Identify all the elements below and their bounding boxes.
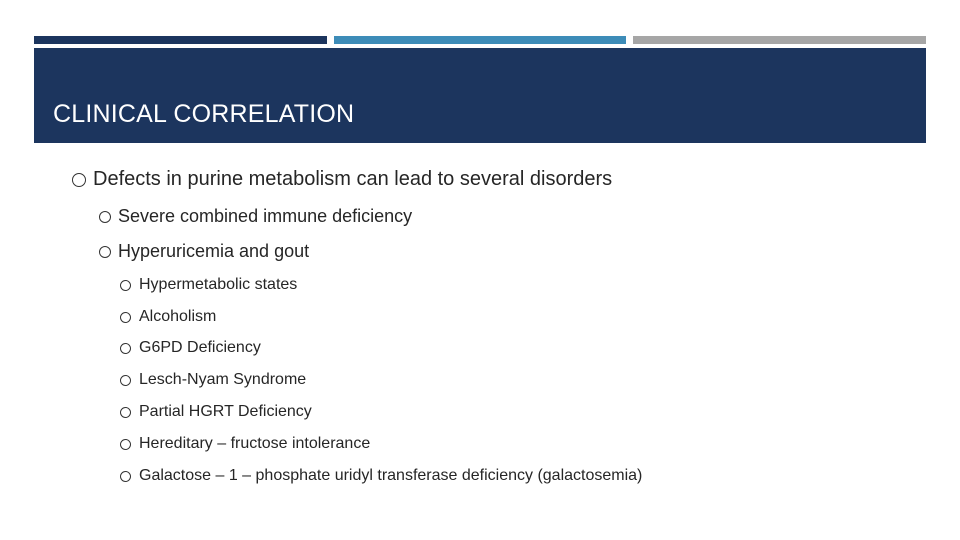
hollow-circle-icon bbox=[99, 246, 111, 258]
bullet-gout-cause bbox=[120, 308, 216, 326]
bullet-text: Partial HGRT Deficiency bbox=[139, 403, 312, 420]
bullet-text: Defects in purine metabolism can lead to several disorders bbox=[93, 168, 613, 190]
bullet-text: Galactose – 1 – phosphate uridyl transferase deficiency (galactosemia) bbox=[139, 467, 643, 484]
hollow-circle-icon bbox=[99, 211, 111, 223]
hollow-circle-icon bbox=[120, 471, 131, 482]
hollow-circle-icon bbox=[72, 173, 86, 187]
hollow-circle-icon bbox=[120, 439, 131, 450]
bullet-gout-cause bbox=[120, 467, 642, 485]
bullet-text: G6PD Deficiency bbox=[139, 339, 261, 356]
bullet-text: Hypermetabolic states bbox=[139, 276, 298, 293]
bullet-disorder bbox=[99, 206, 412, 227]
bullet-gout-cause bbox=[120, 339, 261, 357]
hollow-circle-icon bbox=[120, 280, 131, 291]
bullet-gout-cause bbox=[120, 371, 306, 389]
hollow-circle-icon bbox=[120, 312, 131, 323]
bullet-gout-cause bbox=[120, 276, 297, 294]
bullet-disorder bbox=[99, 241, 309, 262]
hollow-circle-icon bbox=[120, 407, 131, 418]
bullet-text: Severe combined immune deficiency bbox=[118, 206, 413, 226]
bullet-text: Lesch-Nyam Syndrome bbox=[139, 371, 307, 388]
hollow-circle-icon bbox=[120, 375, 131, 386]
bullet-gout-cause bbox=[120, 435, 370, 453]
bullet-text: Hereditary – fructose intolerance bbox=[139, 435, 371, 452]
hollow-circle-icon bbox=[120, 343, 131, 354]
slide-title: CLINICAL CORRELATION bbox=[53, 100, 355, 128]
bullet-text: Alcoholism bbox=[139, 308, 217, 325]
bullet-text: Hyperuricemia and gout bbox=[118, 241, 310, 261]
bullet-gout-cause bbox=[120, 403, 312, 421]
bullet-main-point bbox=[72, 168, 612, 191]
